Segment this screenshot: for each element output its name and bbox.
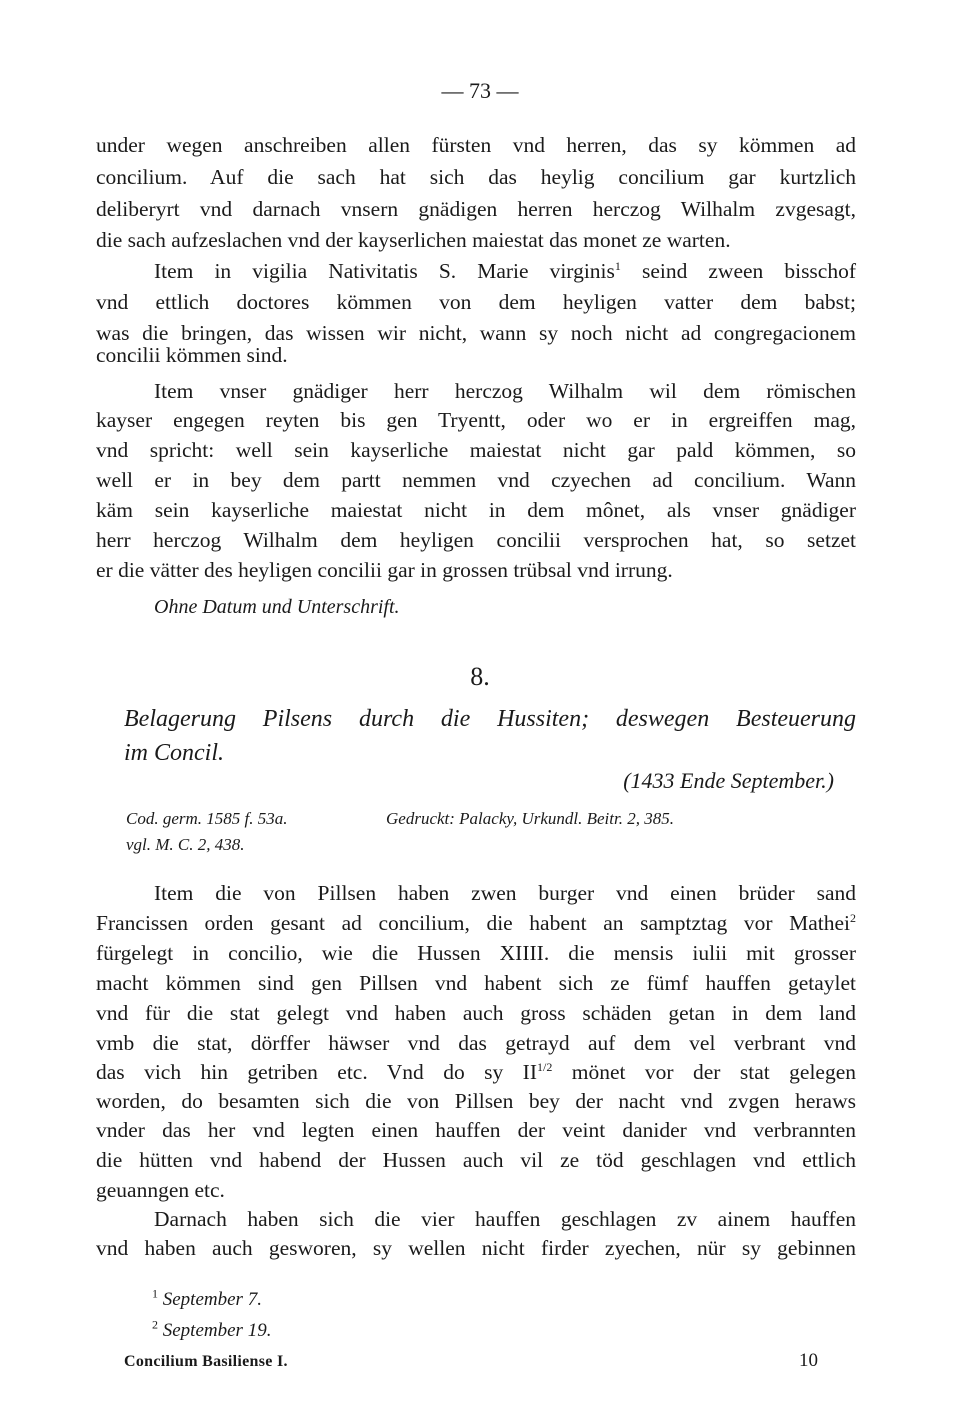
footnote-ref: 1 — [614, 258, 621, 273]
text-line: concilii kömmen sind. — [96, 343, 288, 367]
text-line: vnd haben auch gesworen, sy wellen nicht firder zyechen, nür sy gebinnen — [96, 1236, 856, 1260]
text-line: well er in bey dem partt nemmen vnd czyechen ad concilium. Wann — [96, 468, 856, 492]
text-line: geuanngen etc. — [96, 1178, 225, 1202]
text-line: macht kömmen sind gen Pillsen vnd habent sich ze fümf hauffen getaylet — [96, 971, 856, 995]
source-comparison: vgl. M. C. 2, 438. — [126, 835, 245, 854]
source-reference: Cod. germ. 1585 f. 53a. — [126, 809, 288, 828]
text-line: er die vätter des heyligen concilii gar in grossen trübsal vnd irrung. — [96, 558, 673, 582]
footnote: $^2$ September 19. — [152, 1317, 272, 1341]
text-line: vnd spricht: well sein kayserliche maiestat nicht gar pald kömmen, so — [96, 438, 856, 462]
text-line: vnd ettlich doctores kömmen von dem heyligen vatter dem babst; — [96, 290, 856, 314]
text-line: worden, do besamten sich die von Pillsen bey der nacht vnd zvgen heraws — [96, 1089, 856, 1113]
document-number: 8. — [470, 662, 490, 691]
text-line: das vich hin getriben etc. Vnd do sy $II^{1/2}$ mönet vor der stat gelegen — [96, 1059, 856, 1084]
text-line: Item in vigilia Nativitatis S. Marie virginis$^1$ seind zween bisschof — [154, 258, 856, 283]
footnote: $^1$ September 7. — [152, 1286, 262, 1310]
document-date: (1433 Ende September.) — [623, 768, 834, 793]
signature-mark: Concilium Basiliense I. — [124, 1353, 288, 1370]
text-line: vnder das her vnd legten einen hauffen der veint danider vnd verbrannten — [96, 1118, 856, 1142]
document-title: Belagerung Pilsens durch die Hussiten; deswegen Besteuerung — [124, 706, 856, 732]
text-line: vmb die stat, dörffer häwser vnd das getrayd auf dem vel verbrant vnd — [96, 1031, 856, 1055]
text-line: kayser engegen reyten bis gen Tryentt, oder wo er in ergreiffen mag, — [96, 408, 856, 432]
sheet-number: 10 — [799, 1350, 818, 1371]
text-line: deliberyrt vnd darnach vnsern gnädigen herren herczog Wilhalm zvgesagt, — [96, 197, 856, 221]
fraction: 1/2 — [536, 1059, 553, 1074]
text-line: vnd für die stat gelegt vnd haben auch gross schäden getan in dem land — [96, 1001, 856, 1025]
signature-note: Ohne Datum und Unterschrift. — [154, 596, 400, 618]
text-line: was die bringen, das wissen wir nicht, wann sy noch nicht ad congregacionem — [96, 321, 856, 345]
text-line: under wegen anschreiben allen fürsten vnd herren, das sy kömmen ad — [96, 133, 856, 157]
text-line: Francissen orden gesant ad concilium, die habent an samptztag vor Mathei$^2$ — [96, 910, 856, 935]
footnote-ref: 2 — [850, 910, 856, 925]
text-line: concilium. Auf die sach hat sich das heylig concilium gar kurtzlich — [96, 165, 856, 189]
text-line: Item vnser gnädiger herr herczog Wilhalm wil dem römischen — [154, 379, 856, 403]
page-number: — 73 — — [441, 78, 519, 103]
text-line: Darnach haben sich die vier hauffen geschlagen zv ainem hauffen — [154, 1207, 856, 1231]
text-line: Item die von Pillsen haben zwen burger vnd einen brüder sand — [154, 881, 856, 905]
text-line: herr herczog Wilhalm dem heyligen concilii versprochen hat, so setzet — [96, 528, 856, 552]
document-title-continued: im Concil. — [124, 740, 224, 766]
text-line: die hütten vnd habend der Hussen auch vil ze töd geschlagen vnd ettlich — [96, 1148, 856, 1172]
text-line: käm sein kayserliche maiestat nicht in dem mônet, als vnser gnädiger — [96, 498, 856, 522]
text-line: die sach aufzeslachen vnd der kayserlichen maiestat das monet ze warten. — [96, 228, 731, 252]
source-printed: Gedruckt: Palacky, Urkundl. Beitr. 2, 385. — [386, 809, 674, 828]
text-line: fürgelegt in concilio, wie die Hussen XIIII. die mensis iulii mit grosser — [96, 941, 856, 965]
